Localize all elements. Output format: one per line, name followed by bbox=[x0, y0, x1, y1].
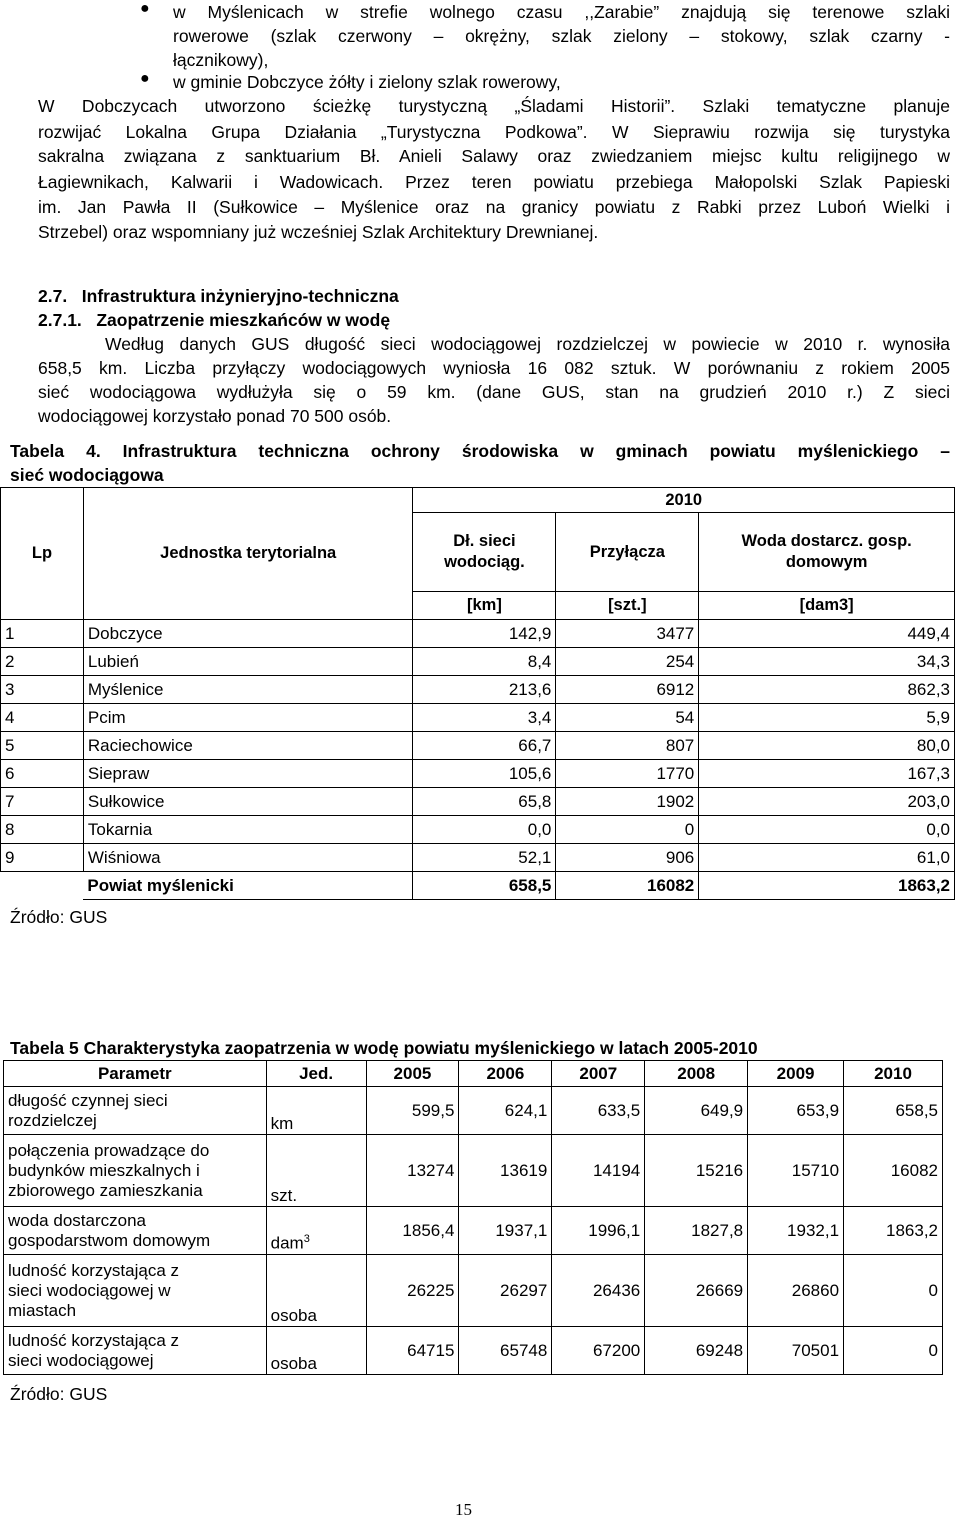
cell-value: 633,5 bbox=[552, 1087, 645, 1135]
page-number: 15 bbox=[455, 1500, 472, 1519]
cell-value: 105,6 bbox=[413, 760, 556, 788]
bullet-1-line-2: rowerowe (szlak czerwony – okrężny, szlak zielony – stokowy, szlak czarny - bbox=[173, 26, 950, 46]
header-lp: Lp bbox=[1, 488, 84, 620]
cell-value: 862,3 bbox=[699, 676, 955, 704]
table4 bbox=[0, 487, 955, 900]
header-unit: Jednostka terytorialna bbox=[83, 488, 413, 620]
cell-value: 5,9 bbox=[699, 704, 955, 732]
cell-value: 54 bbox=[556, 704, 699, 732]
cell-unit: Myślenice bbox=[83, 676, 413, 704]
cell-unit: Wiśniowa bbox=[83, 844, 413, 872]
paragraph-line: sieć wodociągowa wydłużyła się o 59 km. (dane GUS, stan na grudzień 2010 r.) Z sieci bbox=[38, 382, 950, 402]
cell-value: 15216 bbox=[645, 1135, 748, 1207]
cell-unit: osoba bbox=[266, 1327, 366, 1375]
header-year: 2006 bbox=[459, 1061, 552, 1087]
cell-value: 1937,1 bbox=[459, 1207, 552, 1255]
paragraph-line: wodociągowej korzystało ponad 70 500 osób. bbox=[38, 406, 392, 426]
cell-parameter bbox=[4, 1207, 267, 1255]
cell-parameter-line: sieci wodociągowej bbox=[8, 1350, 154, 1370]
cell-value: 658,5 bbox=[844, 1087, 943, 1135]
cell-unit: Raciechowice bbox=[83, 732, 413, 760]
cell-lp: 8 bbox=[1, 816, 84, 844]
cell-parameter-line: zbiorowego zamieszkania bbox=[8, 1180, 203, 1200]
cell-value: 15710 bbox=[748, 1135, 844, 1207]
cell-value: 1902 bbox=[556, 788, 699, 816]
unit-superscript: 3 bbox=[303, 1233, 310, 1246]
cell-value: 13274 bbox=[366, 1135, 459, 1207]
cell-parameter-line: ludność korzystająca z bbox=[8, 1330, 180, 1350]
table-row bbox=[4, 1135, 943, 1207]
table-row bbox=[1, 816, 955, 844]
cell-unit: Sułkowice bbox=[83, 788, 413, 816]
cell-value: 26436 bbox=[552, 1255, 645, 1327]
paragraph-line: rozwijać Lokalna Grupa Działania „Turystyczna Podkowa”. W Sieprawiu rozwija się turystyka bbox=[38, 122, 950, 142]
cell-value: 65748 bbox=[459, 1327, 552, 1375]
cell-value: 0,0 bbox=[413, 816, 556, 844]
cell-parameter-line: gospodarstwom domowym bbox=[8, 1230, 211, 1250]
table-row bbox=[4, 1087, 943, 1135]
cell-value: 0 bbox=[844, 1255, 943, 1327]
cell-unit: Tokarnia bbox=[83, 816, 413, 844]
cell-unit: Lubień bbox=[83, 648, 413, 676]
paragraph-line: sakralna związana z sanktuarium Bł. Anieli Salawy oraz zwiedzaniem miejsc kultu religijnego w bbox=[38, 146, 950, 166]
cell-parameter-line: ludność korzystająca z bbox=[8, 1260, 180, 1280]
table-row bbox=[1, 648, 955, 676]
cell-value: 0,0 bbox=[699, 816, 955, 844]
cell-value: 16082 bbox=[844, 1135, 943, 1207]
cell-lp: 2 bbox=[1, 648, 84, 676]
cell-total-value: 1863,2 bbox=[699, 872, 955, 900]
table5-source: Źródło: GUS bbox=[10, 1384, 108, 1404]
cell-value: 26669 bbox=[645, 1255, 748, 1327]
cell-value: 26860 bbox=[748, 1255, 844, 1327]
table4-caption-line-2: sieć wodociągowa bbox=[10, 465, 164, 485]
cell-lp: 5 bbox=[1, 732, 84, 760]
table-row bbox=[1, 704, 955, 732]
cell-lp: 6 bbox=[1, 760, 84, 788]
cell-value: 61,0 bbox=[699, 844, 955, 872]
table4-caption: Tabela 4. Infrastruktura techniczna ochrony środowiska w gminach powiatu myślenickiego – bbox=[10, 441, 950, 461]
cell-parameter bbox=[4, 1087, 267, 1135]
cell-parameter-line: połączenia prowadzące do bbox=[8, 1140, 210, 1160]
cell-lp: 3 bbox=[1, 676, 84, 704]
cell-parameter-line: sieci wodociągowej w bbox=[8, 1280, 171, 1300]
cell-value: 213,6 bbox=[413, 676, 556, 704]
header-year: 2005 bbox=[366, 1061, 459, 1087]
header-unit: Jed. bbox=[266, 1061, 366, 1087]
cell-value: 653,9 bbox=[748, 1087, 844, 1135]
table-row bbox=[4, 1255, 943, 1327]
header-year: 2007 bbox=[552, 1061, 645, 1087]
table-row bbox=[1, 760, 955, 788]
cell-unit: osoba bbox=[266, 1255, 366, 1327]
cell-value: 449,4 bbox=[699, 620, 955, 648]
cell-unit: szt. bbox=[266, 1135, 366, 1207]
cell-value: 26225 bbox=[366, 1255, 459, 1327]
cell-parameter-line: budynków mieszkalnych i bbox=[8, 1160, 200, 1180]
bullet-2-line-1: w gminie Dobczyce żółty i zielony szlak rowerowy, bbox=[173, 72, 561, 92]
cell-parameter bbox=[4, 1327, 267, 1375]
header-year: 2008 bbox=[645, 1061, 748, 1087]
cell-value: 1856,4 bbox=[366, 1207, 459, 1255]
paragraph-line: im. Jan Pawła II (Sułkowice – Myślenice oraz na granicy powiatu z Rabki przez Luboń Wielki i bbox=[38, 197, 950, 217]
cell-value: 807 bbox=[556, 732, 699, 760]
header-year: 2009 bbox=[748, 1061, 844, 1087]
cell-value: 1996,1 bbox=[552, 1207, 645, 1255]
cell-parameter bbox=[4, 1135, 267, 1207]
cell-value: 67200 bbox=[552, 1327, 645, 1375]
unit-pcs: [szt.] bbox=[556, 592, 699, 620]
cell-parameter-line: długość czynnej sieci bbox=[8, 1090, 168, 1110]
cell-parameter bbox=[4, 1255, 267, 1327]
table5-caption: Tabela 5 Charakterystyka zaopatrzenia w wodę powiatu myślenickiego w latach 2005-2010 bbox=[10, 1038, 758, 1058]
cell-value: 167,3 bbox=[699, 760, 955, 788]
cell-value: 34,3 bbox=[699, 648, 955, 676]
table4-source: Źródło: GUS bbox=[10, 907, 108, 927]
cell-value: 6912 bbox=[556, 676, 699, 704]
header-parameter: Parametr bbox=[4, 1061, 267, 1087]
cell-parameter-line: miastach bbox=[8, 1300, 77, 1320]
cell-value: 66,7 bbox=[413, 732, 556, 760]
unit-km: [km] bbox=[413, 592, 556, 620]
table-total-row bbox=[1, 872, 955, 900]
cell-value: 65,8 bbox=[413, 788, 556, 816]
cell-value: 3477 bbox=[556, 620, 699, 648]
cell-total-label: Powiat myślenicki bbox=[83, 872, 413, 900]
cell-value: 1770 bbox=[556, 760, 699, 788]
cell-value: 70501 bbox=[748, 1327, 844, 1375]
cell-value: 906 bbox=[556, 844, 699, 872]
bullet-marker: ● bbox=[140, 70, 150, 87]
unit-text: dam bbox=[270, 1234, 304, 1253]
cell-lp: 9 bbox=[1, 844, 84, 872]
cell-parameter-line: rozdzielczej bbox=[8, 1110, 97, 1130]
cell-value: 14194 bbox=[552, 1135, 645, 1207]
cell-value: 3,4 bbox=[413, 704, 556, 732]
bullet-1-line-1: w Myślenicach w strefie wolnego czasu ,,Zarabie” znajdują się terenowe szlaki bbox=[173, 2, 950, 22]
subsection-heading: 2.7.1. Zaopatrzenie mieszkańców w wodę bbox=[38, 310, 391, 330]
paragraph-line: Strzebel) oraz wspomniany już wcześniej Szlak Architektury Drewnianej. bbox=[38, 222, 599, 242]
paragraph-line: 658,5 km. Liczba przyłączy wodociągowych wyniosła 16 082 sztuk. W porównaniu z rokiem 2005 bbox=[38, 358, 950, 378]
table-row bbox=[1, 620, 955, 648]
cell-value: 26297 bbox=[459, 1255, 552, 1327]
cell-value: 254 bbox=[556, 648, 699, 676]
header-connections: Przyłącza bbox=[556, 513, 699, 592]
bullet-1-line-3: łącznikowy), bbox=[173, 50, 269, 70]
cell-lp: 7 bbox=[1, 788, 84, 816]
cell-lp: 4 bbox=[1, 704, 84, 732]
table-row bbox=[1, 732, 955, 760]
paragraph-line: Łagiewnikach, Kalwarii i Wadowicach. Przez teren powiatu przebiega Małopolski Szlak Papieski bbox=[38, 172, 950, 192]
table-row bbox=[1, 788, 955, 816]
cell-total-value: 16082 bbox=[556, 872, 699, 900]
cell-value: 624,1 bbox=[459, 1087, 552, 1135]
cell-lp: 1 bbox=[1, 620, 84, 648]
cell-value: 13619 bbox=[459, 1135, 552, 1207]
cell-value: 0 bbox=[556, 816, 699, 844]
table-row bbox=[4, 1207, 943, 1255]
cell-value: 142,9 bbox=[413, 620, 556, 648]
cell-value: 599,5 bbox=[366, 1087, 459, 1135]
cell-value: 649,9 bbox=[645, 1087, 748, 1135]
cell-value: 1932,1 bbox=[748, 1207, 844, 1255]
cell-unit: Pcim bbox=[83, 704, 413, 732]
paragraph-line: Według danych GUS długość sieci wodociągowej rozdzielczej w powiecie w 2010 r. wynosiła bbox=[105, 334, 950, 354]
cell-empty bbox=[1, 872, 84, 900]
cell-value: 8,4 bbox=[413, 648, 556, 676]
unit-dam3: [dam3] bbox=[699, 592, 955, 620]
cell-unit: km bbox=[266, 1087, 366, 1135]
cell-total-value: 658,5 bbox=[413, 872, 556, 900]
cell-value: 1863,2 bbox=[844, 1207, 943, 1255]
table-row bbox=[1, 844, 955, 872]
cell-value: 203,0 bbox=[699, 788, 955, 816]
cell-unit: Dobczyce bbox=[83, 620, 413, 648]
table-row bbox=[1, 676, 955, 704]
cell-unit: Siepraw bbox=[83, 760, 413, 788]
paragraph-line: W Dobczycach utworzono ścieżkę turystyczną „Śladami Historii”. Szlaki tematyczne planuje bbox=[38, 96, 950, 116]
cell-unit bbox=[266, 1207, 366, 1255]
header-year: 2010 bbox=[413, 488, 955, 513]
table-row bbox=[4, 1327, 943, 1375]
header-year: 2010 bbox=[844, 1061, 943, 1087]
header-network-length: Dł. sieci wodociąg. bbox=[413, 513, 556, 592]
cell-value: 52,1 bbox=[413, 844, 556, 872]
cell-parameter-line: woda dostarczona bbox=[8, 1210, 146, 1230]
header-water-supplied: Woda dostarcz. gosp. domowym bbox=[699, 513, 955, 592]
cell-value: 80,0 bbox=[699, 732, 955, 760]
cell-value: 1827,8 bbox=[645, 1207, 748, 1255]
cell-value: 64715 bbox=[366, 1327, 459, 1375]
cell-value: 69248 bbox=[645, 1327, 748, 1375]
bullet-marker: ● bbox=[140, 0, 150, 17]
section-heading: 2.7. Infrastruktura inżynieryjno-techniczna bbox=[38, 286, 399, 306]
table5 bbox=[3, 1060, 943, 1375]
cell-value: 0 bbox=[844, 1327, 943, 1375]
